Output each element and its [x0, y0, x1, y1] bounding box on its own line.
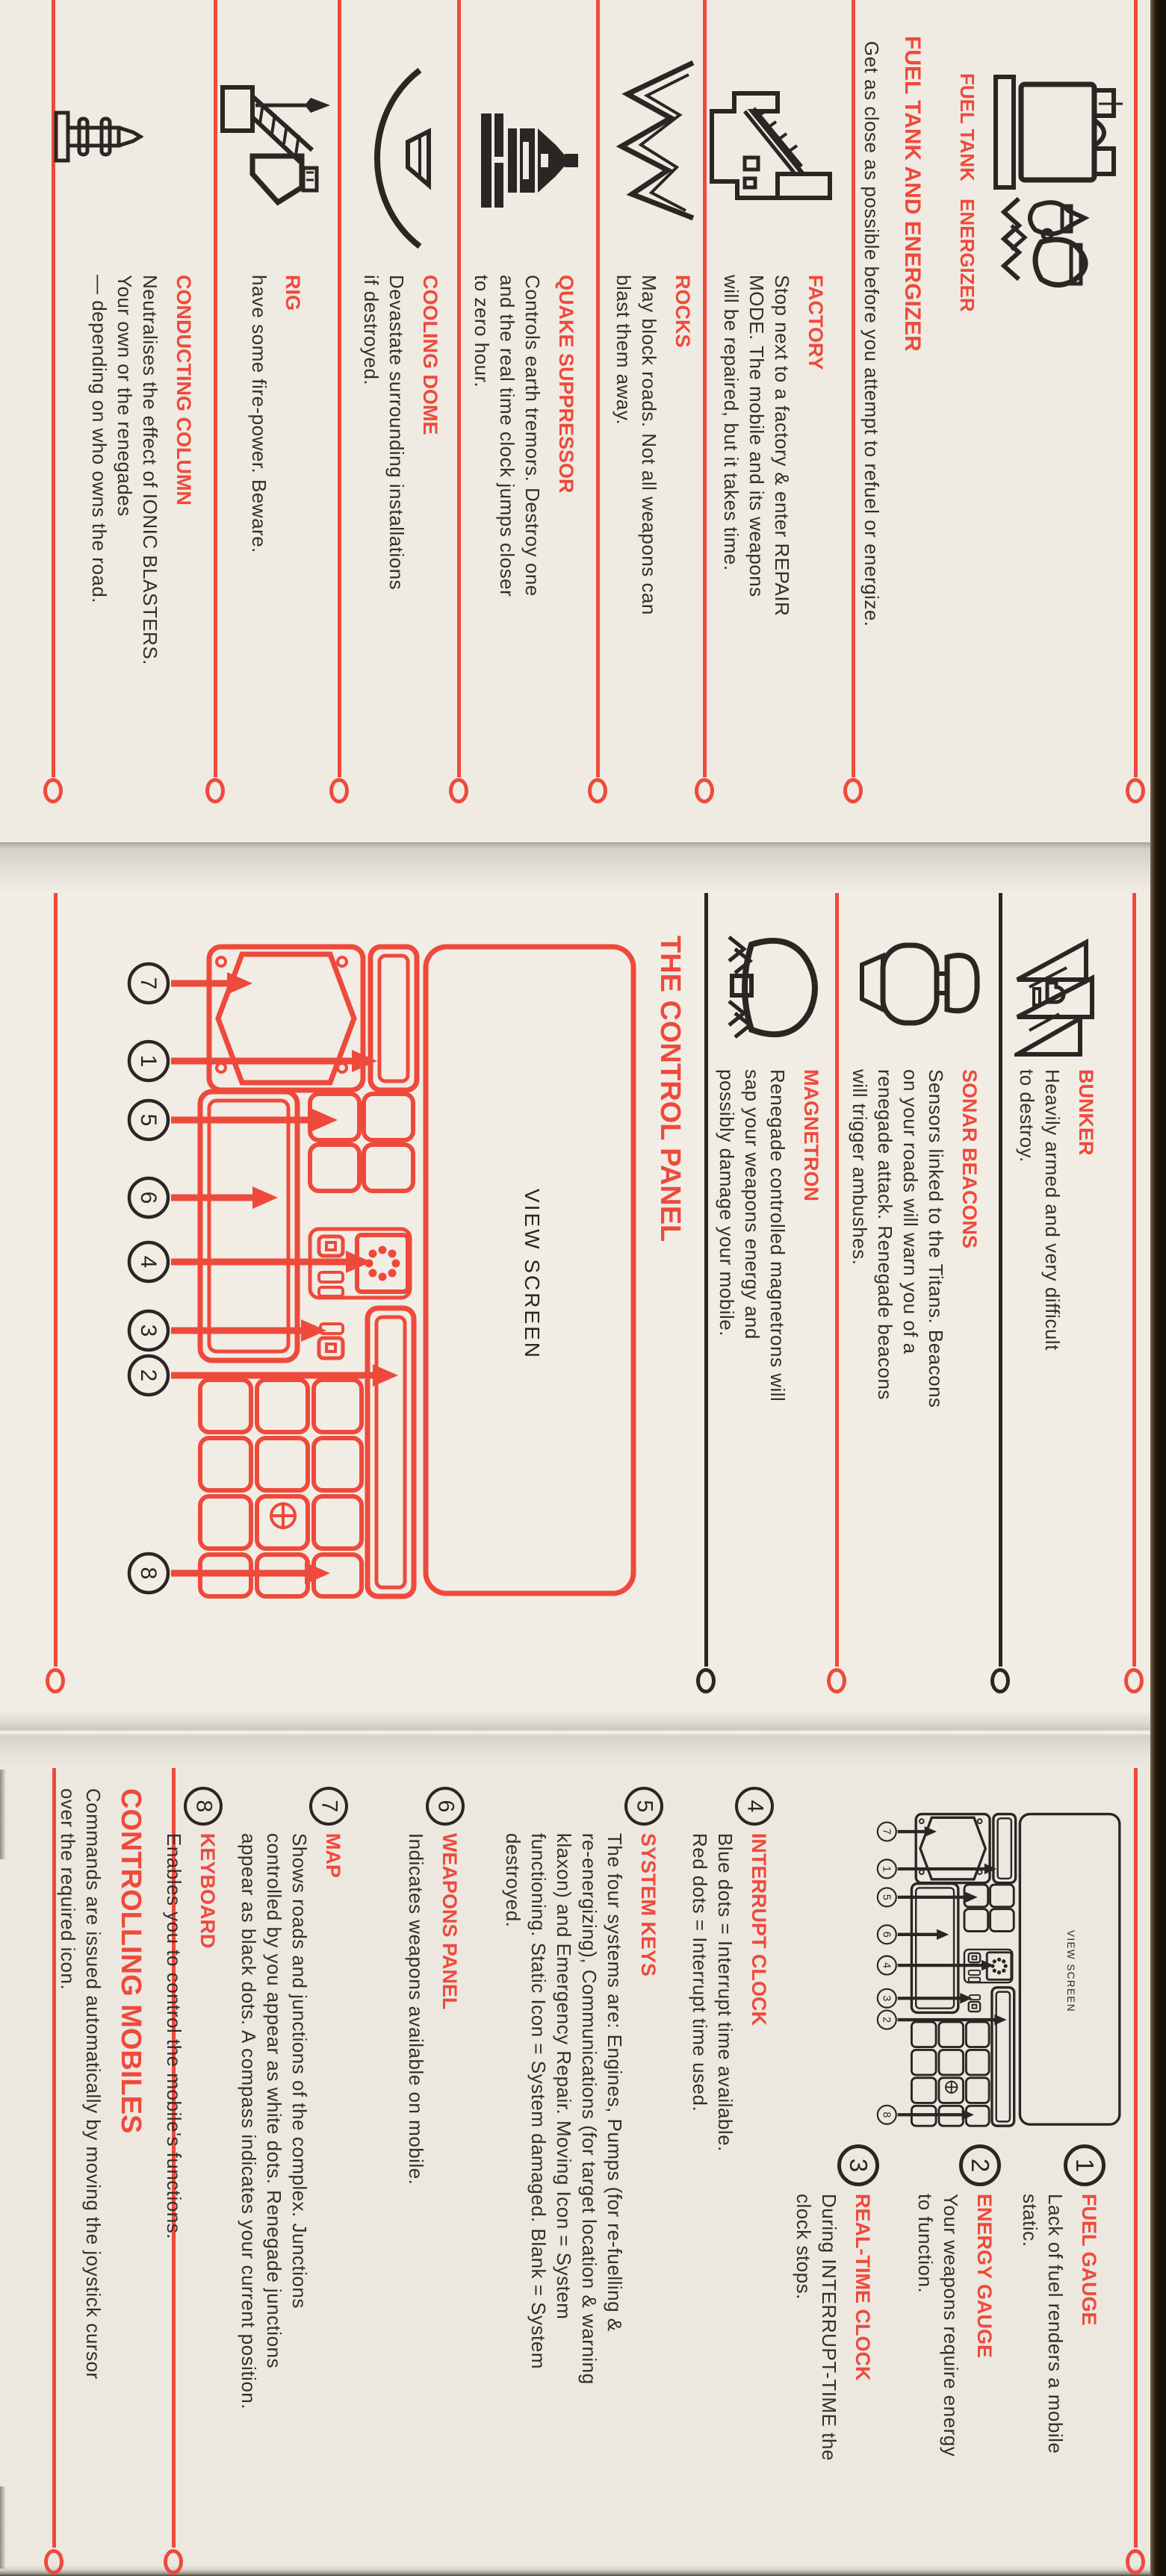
- entry-weapons-panel: WEAPONS PANEL Indicates weapons available on mobile.: [405, 1833, 461, 2185]
- magnetron-icon: [726, 930, 819, 1045]
- entry-quake-suppressor: QUAKE SUPPRESSOR Controls earth tremors. Destroy one and the real time clock jumps closer to zero hour.: [471, 275, 577, 597]
- divider-line: [835, 893, 839, 1667]
- entry-fuel-gauge: FUEL GAUGE Lack of fuel renders a mobile static.: [1019, 2194, 1100, 2454]
- item-number-6: 6: [426, 1787, 465, 1826]
- divider-line: [999, 893, 1002, 1667]
- fold-shadow: [0, 1710, 1152, 1770]
- entry-factory: FACTORY Stop next to a factory & enter REPAIR MODE. The mobile and its weapons will be repaired, but it takes time.: [720, 275, 827, 617]
- divider-ring: [696, 1668, 716, 1693]
- divider-ring: [588, 778, 607, 803]
- entry-magnetron: MAGNETRON Renegade controlled magnetrons will sap your weapons energy and possibly damage your mobile.: [716, 1069, 822, 1402]
- item-number-2: 2: [959, 2144, 1001, 2186]
- rocks-icon: [605, 58, 702, 223]
- cooling-dome-icon: [342, 67, 435, 250]
- fold-shadow: [0, 842, 1152, 893]
- divider-ring: [1126, 2549, 1145, 2575]
- entry-interrupt-clock: INTERRUPT CLOCK Blue dots = Interrupt time available. Red dots = Interrupt time used.: [689, 1833, 770, 2152]
- divider-ring: [329, 778, 349, 803]
- item-number-4: 4: [735, 1787, 774, 1826]
- conducting-column-icon: [54, 107, 143, 167]
- divider-ring: [44, 2549, 63, 2575]
- item-number-1: 1: [1064, 2144, 1105, 2186]
- divider-line: [1132, 893, 1136, 1667]
- divider-ring: [990, 1668, 1010, 1693]
- entry-system-keys: SYSTEM KEYS The four systems are: Engines, Pumps (for re-fuelling & re-energizing), Communications (for target location & warning klaxon) and Emergency Repair. Moving Icon = System functioning. Static Icon = System damaged. Blank = System destroyed.: [502, 1833, 660, 2385]
- item-number-7: 7: [309, 1787, 348, 1826]
- control-panel-diagram: [123, 926, 646, 1605]
- divider-line: [457, 0, 461, 777]
- divider-ring: [695, 778, 714, 803]
- item-number-8: 8: [184, 1787, 223, 1826]
- page-left-edge: [0, 1770, 6, 1859]
- quake-suppressor-icon: [478, 112, 579, 209]
- entry-rig: RIG have some fire-power. Beware.: [248, 275, 304, 553]
- entry-map: MAP Shows roads and junctions of the complex. Junctions controlled by you appear as white dots. Renegade junctions appear as black dots. A compass indicates your current position.: [238, 1833, 344, 2409]
- entry-keyboard: KEYBOARD Enables you to control the mobile's functions.: [163, 1833, 219, 2239]
- item-number-3: 3: [837, 2144, 879, 2186]
- divider-ring: [1124, 1668, 1144, 1693]
- fuel-tank-label: FUEL TANK: [956, 73, 979, 181]
- entry-bunker: BUNKER Heavily armed and very difficult to destroy.: [1016, 1069, 1097, 1351]
- divider-ring: [43, 778, 63, 803]
- controlling-mobiles-section: CONTROLLING MOBILES Commands are issued automatically by moving the joystick cursor over the required icon.: [57, 1788, 146, 2380]
- control-panel-title: THE CONTROL PANEL: [654, 936, 686, 1242]
- factory-icon: [706, 86, 837, 205]
- divider-ring: [164, 2549, 183, 2575]
- divider-line: [1134, 1768, 1138, 2548]
- divider-ring: [205, 778, 225, 803]
- entry-rocks: ROCKS May block roads. Not all weapons can blast them away.: [613, 275, 694, 615]
- divider-ring: [827, 1668, 846, 1693]
- divider-ring: [843, 778, 863, 803]
- divider-line: [54, 893, 58, 1667]
- divider-ring: [449, 778, 468, 803]
- entry-energy-gauge: ENERGY GAUGE Your weapons require energy to function.: [914, 2194, 996, 2457]
- divider-line: [596, 0, 600, 777]
- control-panel-diagram-mini: [875, 1804, 1126, 2130]
- divider-line: [338, 0, 341, 777]
- scan-background-edge: [1150, 0, 1166, 2576]
- rig-icon: [217, 84, 336, 208]
- entry-real-time-clock: REAL-TIME CLOCK During INTERRUPT-TIME the clock stops.: [793, 2194, 874, 2461]
- divider-ring: [46, 1668, 65, 1693]
- divider-line: [852, 0, 855, 777]
- divider-line: [704, 893, 708, 1667]
- entry-conducting-column: CONDUCTING COLUMN Neutralises the effect of IONIC BLASTERS. Your own or the renegades — depending on who owns the road.: [88, 275, 195, 665]
- energizer-icon: [999, 196, 1119, 296]
- section-body: Get as close as possible before you attempt to refuel or energize.: [860, 41, 883, 627]
- sonar-beacons-icon: [858, 932, 981, 1040]
- fuel-tank-icon: [990, 71, 1124, 194]
- item-number-5: 5: [624, 1787, 663, 1826]
- page-left-edge: [0, 2486, 6, 2569]
- entry-cooling-dome: COOLING DOME Devastate surrounding installations if destroyed.: [360, 275, 441, 591]
- energizer-label: ENERGIZER: [956, 199, 979, 312]
- divider-ring: [1126, 778, 1145, 803]
- bunker-icon: [1014, 935, 1100, 1058]
- divider-line: [1134, 0, 1138, 777]
- entry-sonar-beacons: SONAR BEACONS Sensors linked to the Titans. Beacons on your roads will warn you of a renegade attack. Renegade beacons will trigger ambushes.: [849, 1069, 981, 1408]
- section-title: FUEL TANK AND ENERGIZER: [900, 36, 925, 352]
